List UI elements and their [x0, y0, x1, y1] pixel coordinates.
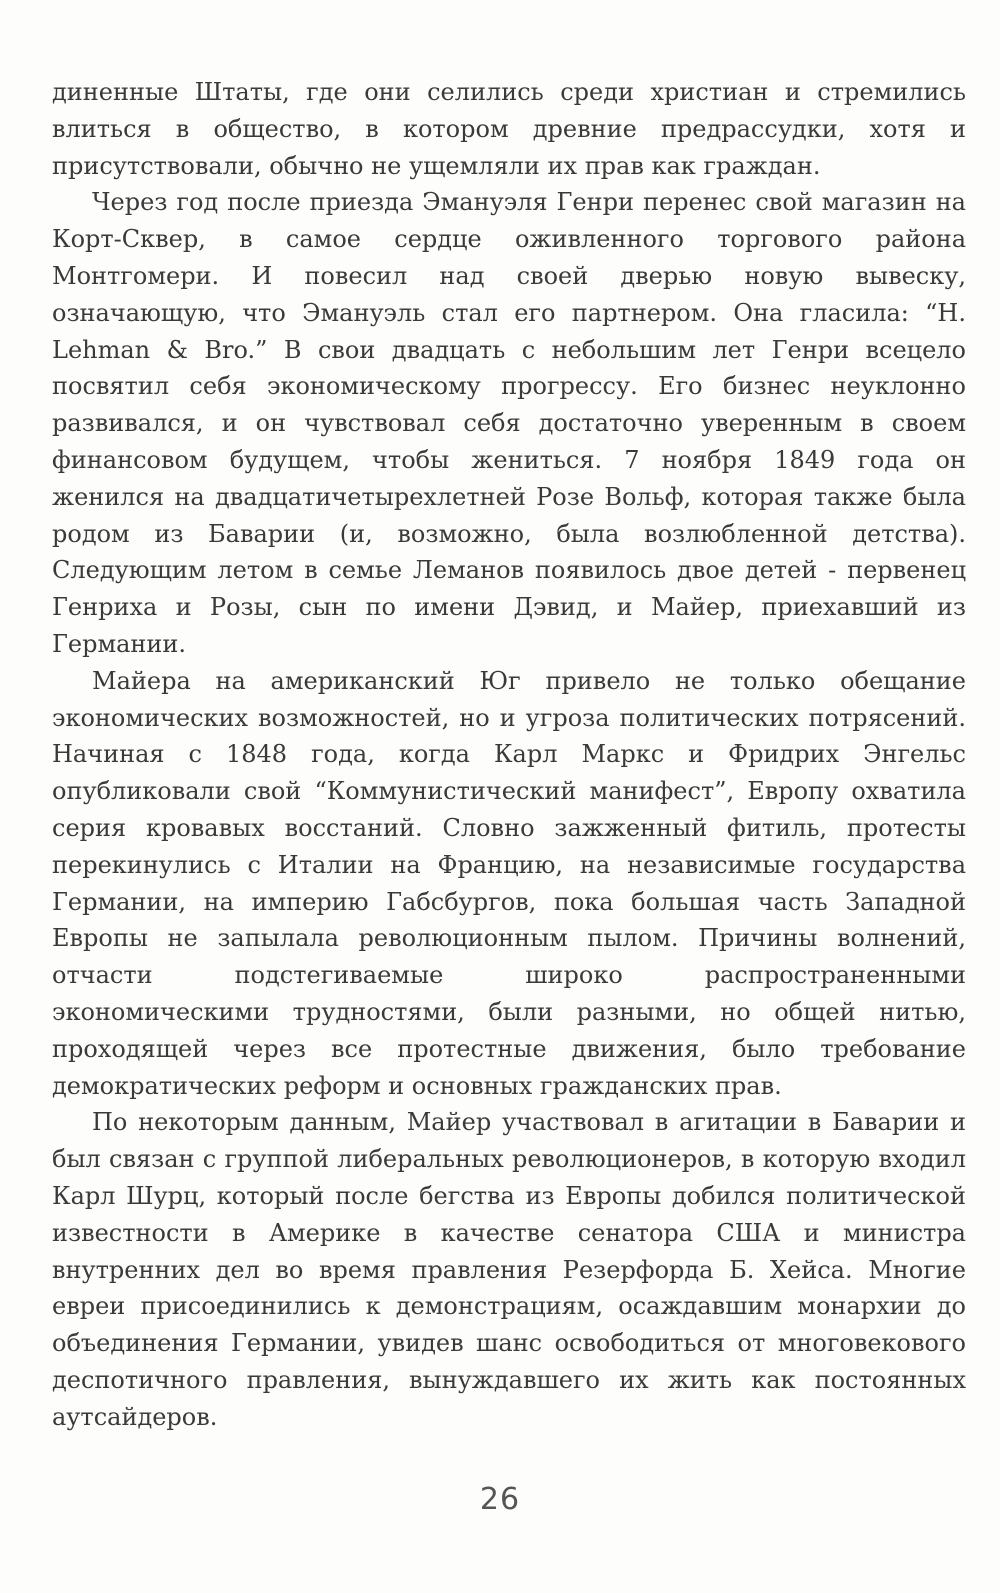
paragraph-continuation: диненные Штаты, где они селились среди христиан и стремились влиться в общество, в котором древние предрассудки, хотя и присутствовали, обычно не ущемляли их прав как граждан.	[52, 78, 966, 180]
paragraph-mayer-bavaria: По некоторым данным, Майер участвовал в агитации в Баварии и был связан с группой либеральных революционеров, в которую входил Карл Шурц, который после бегства из Европы добился политической известности в Америке в качестве сенатора США и министра внутренних дел во время правления Резерфорда Б. Хейса. Многие евреи присоединились к демонстрациям, осаждавшим монархии до объединения Германии, увидев шанс освободиться от многовекового деспотичного правления, вынуждавшего их жить как постоянных аутсайдеров.	[52, 1108, 966, 1431]
paragraph-lehman-store: Через год после приезда Эмануэля Генри перенес свой магазин на Корт-Сквер, в самое сердце оживленного торгового района Монтгомери. И повесил над своей дверью новую вывеску, означающую, что Эмануэль стал его партнером. Она гласила: “H. Lehman & Bro.” В свои двадцать с небольшим лет Генри всецело посвятил себя экономическому прогрессу. Его бизнес неуклонно развивался, и он чувствовал себя достаточно уверенным в своем финансовом будущем, чтобы жениться. 7 ноября 1849 года он женился на двадцатичетырехлетней Розе Вольф, которая также была родом из Баварии (и, возможно, была возлюбленной детства). Следующим летом в семье Леманов появилось двое детей - первенец Генриха и Розы, сын по имени Дэвид, и Майер, приехавший из Германии.	[52, 188, 966, 658]
page-number: 26	[479, 1482, 521, 1517]
body-text	[52, 74, 966, 1435]
paragraph-revolutions: Майера на американский Юг привело не только обещание экономических возможностей, но и угроза политических потрясений. Начиная с 1848 года, когда Карл Маркс и Фридрих Энгельс опубликовали свой “Коммунистический манифест”, Европу охватила серия кровавых восстаний. Словно зажженный фитиль, протесты перекинулись с Италии на Францию, на независимые государства Германии, на империю Габсбургов, пока большая часть Западной Европы не запылала революционным пылом. Причины волнений, отчасти подстегиваемые широко распространенными экономическими трудностями, были разными, но общей нитью, проходящей через все протестные движения, было требование демократических реформ и основных гражданских прав.	[52, 666, 966, 1100]
